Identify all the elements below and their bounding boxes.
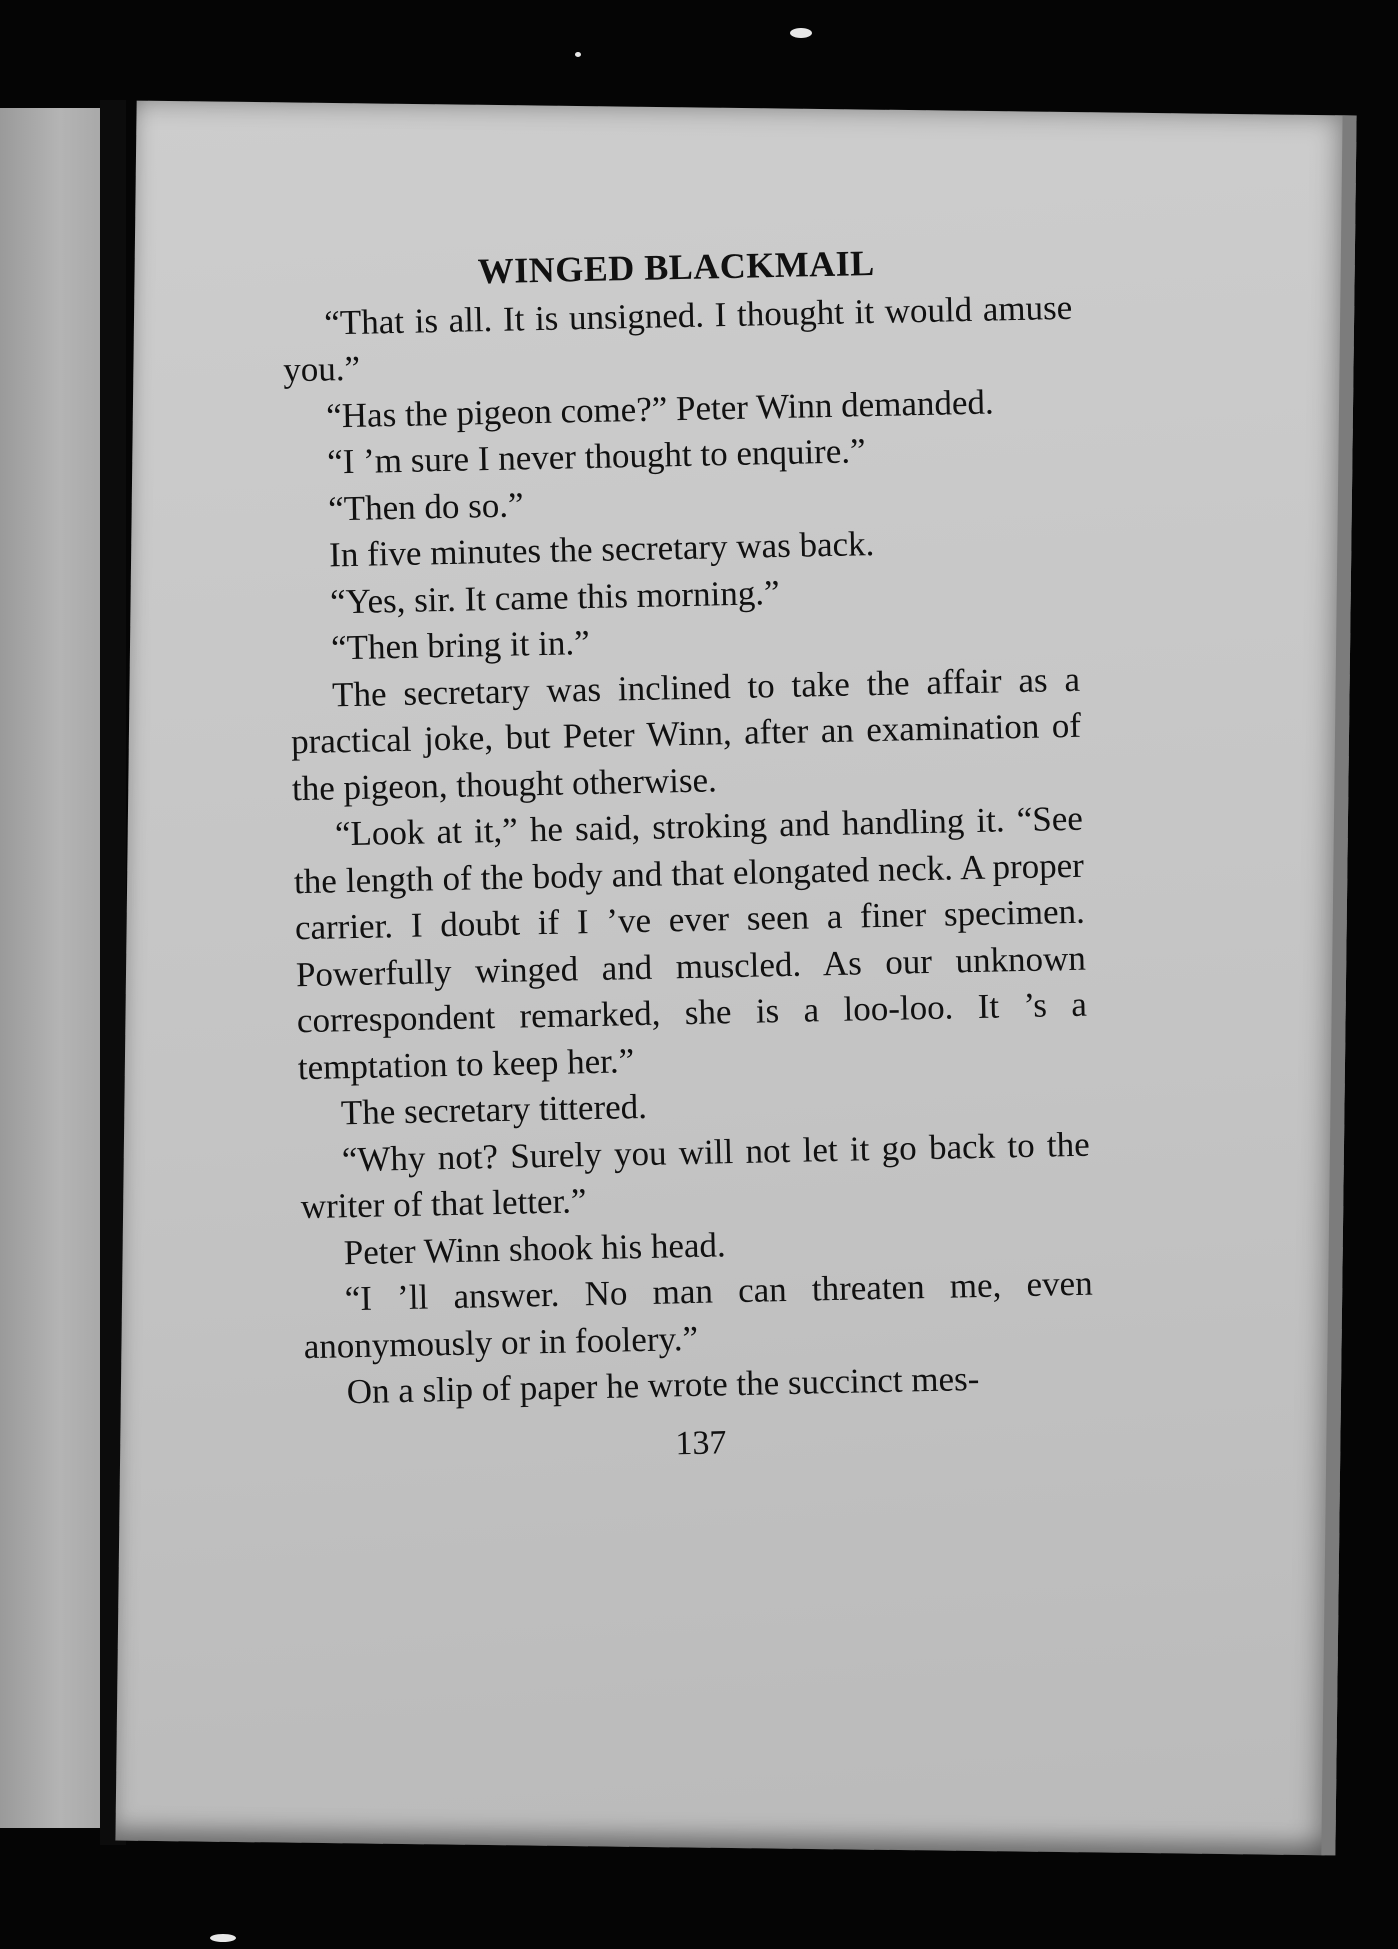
paragraph: “Yes, sir. It came this morning.”: [329, 572, 780, 621]
paragraph: The secretary was inclined to take the affair as a practical joke, but Peter Winn, after an examination of the pigeon, thought otherwise.: [290, 659, 1082, 808]
page-edge-shadow: [1321, 115, 1356, 1855]
paragraph: “Has the pigeon come?” Peter Winn demanded.: [325, 381, 995, 435]
paragraph: “Why not? Surely you will not let it go back to the writer of that letter.”: [300, 1124, 1091, 1227]
paragraph: “I ’m sure I never thought to enquire.”: [326, 431, 866, 482]
paragraph: On a slip of paper he wrote the succinct mes-: [346, 1359, 980, 1412]
paragraph: The secretary tittered.: [340, 1086, 648, 1133]
scan-dust-speck: [575, 52, 581, 57]
paragraph: Peter Winn shook his head.: [343, 1224, 727, 1272]
paragraph: “I ’ll answer. No man can threaten me, even anonymously or in foolery.”: [303, 1263, 1094, 1366]
paragraph: In five minutes the secretary was back.: [328, 524, 875, 575]
paragraph: “That is all. It is unsigned. I thought it would amuse you.”: [282, 287, 1073, 390]
book-page: [115, 101, 1356, 1856]
paragraph: “Then do so.”: [327, 484, 524, 528]
page-text-block: [281, 236, 1096, 1475]
paragraph: “Look at it,” he said, stroking and handling it. “See the length of the body and that elongated neck. A proper carrier. I doubt if I ’ve ever seen a finer specimen. Powerfully winged and muscled. As our unknown correspondent remarked, she is a loo-loo. It ’s a temptation to keep her.”: [293, 798, 1088, 1087]
left-page-fragment: [0, 108, 100, 1828]
page-number: 137: [674, 1423, 727, 1462]
paragraph: “Then bring it in.”: [330, 623, 591, 668]
scan-dust-speck: [210, 1934, 236, 1942]
scan-dust-speck: [790, 28, 812, 38]
running-head: WINGED BLACKMAIL: [477, 242, 876, 292]
